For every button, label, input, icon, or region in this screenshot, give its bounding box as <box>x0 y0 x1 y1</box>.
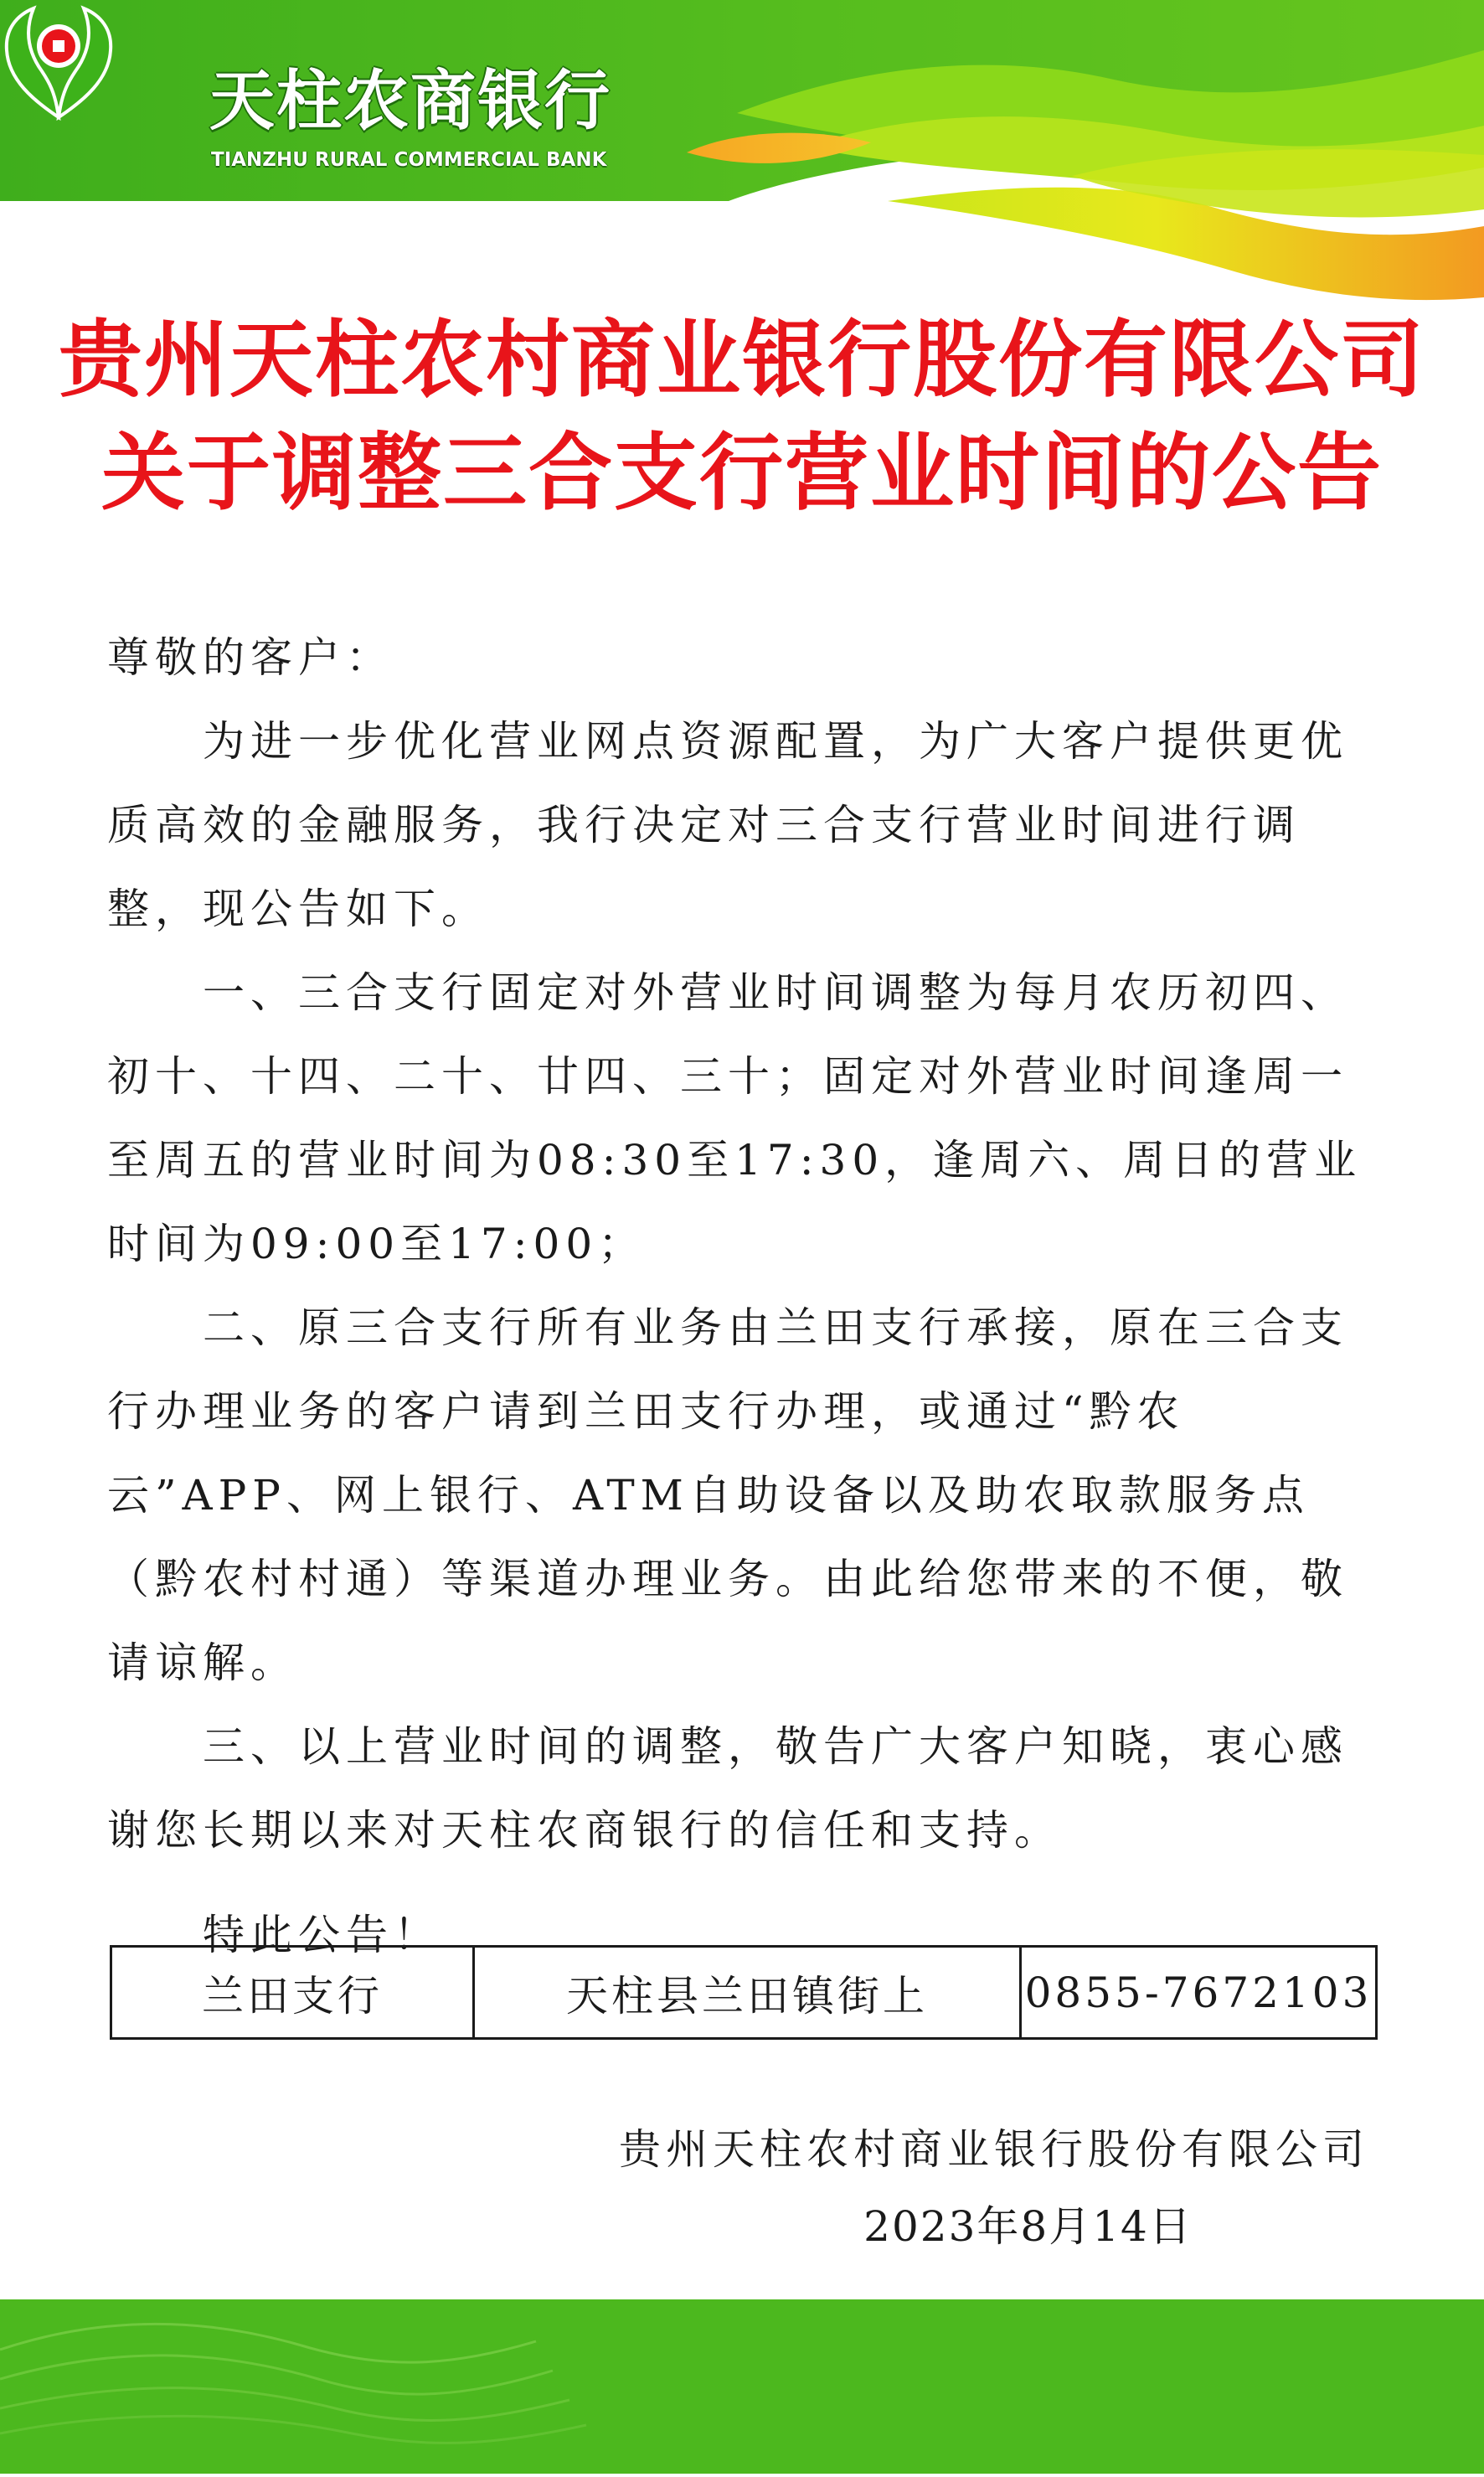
branch-address-cell: 天柱县兰田镇街上 <box>474 1947 1021 2039</box>
branch-info-table <box>110 1945 1378 2040</box>
salutation: 尊敬的客户： <box>107 633 394 682</box>
table-row <box>111 1947 1377 2039</box>
footer-banner <box>0 2299 1484 2474</box>
branch-phone-cell: 0855-7672103 <box>1021 1947 1377 2039</box>
bank-name-en: TIANZHU RURAL COMMERCIAL BANK <box>211 149 607 171</box>
notice-title-line1: 贵州天柱农村商业银行股份有限公司 <box>59 310 1425 409</box>
intro-paragraph: 为进一步优化营业网点资源配置，为广大客户提供更优质高效的金融服务，我行决定对三合支行营业时间进行调整，现公告如下。 <box>107 717 1348 933</box>
item-2-paragraph: 二、原三合支行所有业务由兰田支行承接，原在三合支行办理业务的客户请到兰田支行办理，或通过“黔农云”APP、网上银行、ATM自助设备以及助农取款服务点（黔农村村通）等渠道办理业务。由此给您带来的不便，敬请谅解。 <box>107 1303 1348 1687</box>
bank-logo-icon <box>0 0 117 126</box>
header-banner <box>0 0 1484 302</box>
closing-line: 特此公告！ <box>203 1911 441 1959</box>
item-1-paragraph: 一、三合支行固定对外营业时间调整为每月农历初四、初十、十四、二十、廿四、三十；固定对外营业时间逢周一至周五的营业时间为08:30至17:30，逢周六、周日的营业时间为09:00至17:00； <box>107 968 1363 1268</box>
branch-name-cell: 兰田支行 <box>111 1947 474 2039</box>
notice-title-line2: 关于调整三合支行营业时间的公告 <box>101 423 1383 522</box>
signature-date: 2023年8月14日 <box>863 2202 1193 2251</box>
notice-body <box>107 616 1380 1977</box>
footer-wave-graphic <box>0 2299 1484 2474</box>
notice-title <box>0 303 1484 529</box>
signature-block <box>586 2111 1369 2265</box>
signature-org: 贵州天柱农村商业银行股份有限公司 <box>619 2125 1369 2174</box>
bank-name-cn: 天柱农商银行 <box>209 64 612 139</box>
item-3-paragraph: 三、以上营业时间的调整，敬告广大客户知晓，衷心感谢您长期以来对天柱农商银行的信任和支持。 <box>107 1722 1348 1855</box>
